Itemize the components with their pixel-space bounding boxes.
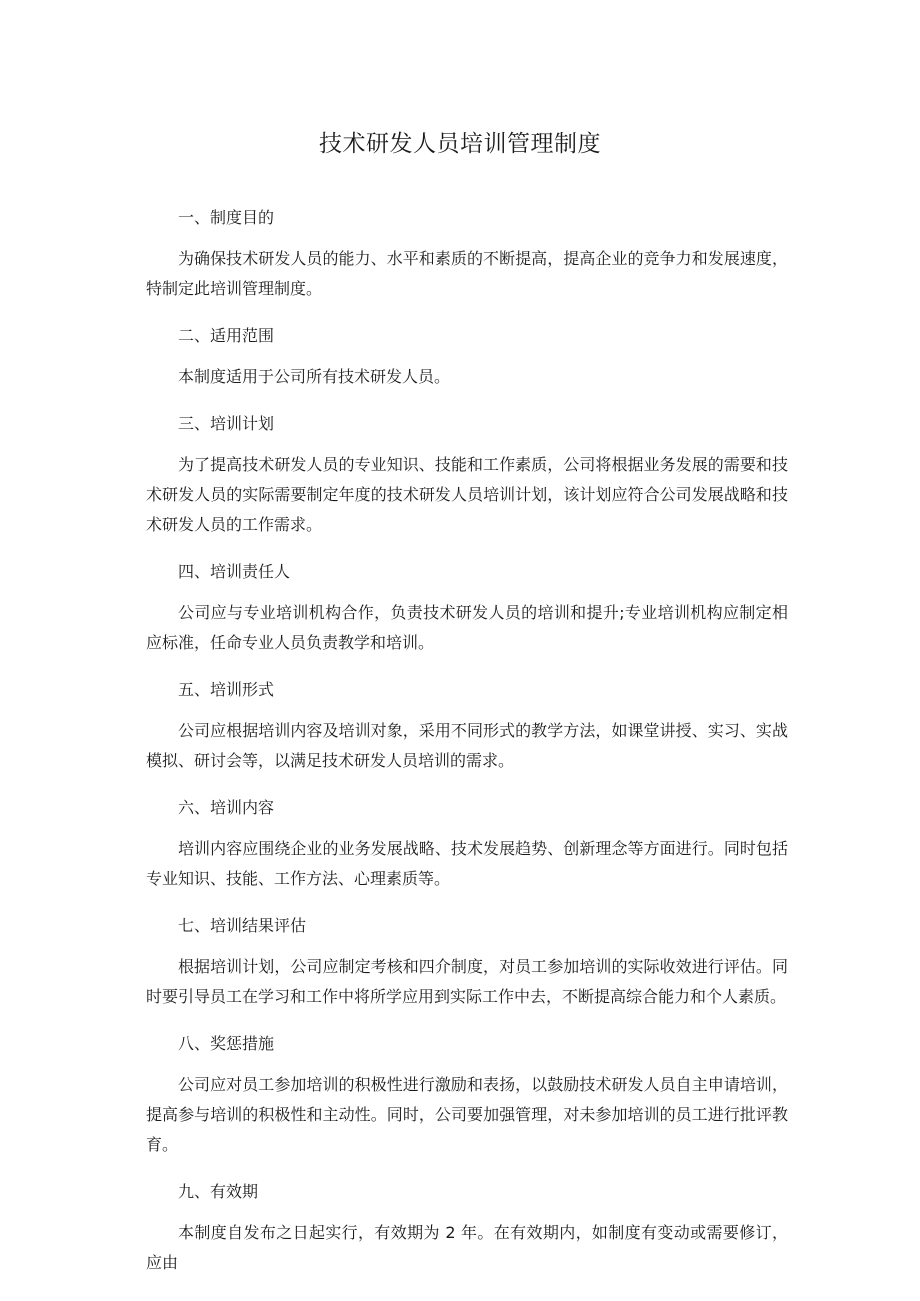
section-heading: 二、适用范围 (178, 326, 275, 345)
document-body (146, 206, 788, 1278)
section-rewards-penalties (146, 1032, 788, 1160)
section-training-content (146, 796, 788, 894)
section-purpose (146, 206, 788, 304)
section-training-plan (146, 412, 788, 540)
section-paragraph: 公司应对员工参加培训的积极性进行激励和表扬，以鼓励技术研发人员自主申请培训，提高参与培训的积极性和主动性。同时，公司要加强管理，对未参加培训的员工进行批评教育。 (146, 1075, 788, 1154)
section-responsible-party (146, 560, 788, 658)
section-heading: 四、培训责任人 (178, 562, 291, 581)
section-heading: 五、培训形式 (178, 680, 275, 699)
section-scope (146, 324, 788, 392)
section-paragraph: 根据培训计划，公司应制定考核和四介制度，对员工参加培训的实际收效进行评估。同时要引导员工在学习和工作中将所学应用到实际工作中去，不断提高综合能力和个人素质。 (146, 957, 788, 1006)
section-training-format (146, 678, 788, 776)
section-paragraph: 培训内容应围绕企业的业务发展战略、技术发展趋势、创新理念等方面进行。同时包括专业知识、技能、工作方法、心理素质等。 (146, 839, 788, 888)
section-heading: 一、制度目的 (178, 208, 275, 227)
section-heading: 七、培训结果评估 (178, 916, 307, 935)
section-heading: 六、培训内容 (178, 798, 275, 817)
section-result-evaluation (146, 914, 788, 1012)
section-heading: 三、培训计划 (178, 414, 275, 433)
section-paragraph: 为确保技术研发人员的能力、水平和素质的不断提高，提高企业的竞争力和发展速度，特制定此培训管理制度。 (146, 249, 788, 298)
section-paragraph: 公司应根据培训内容及培训对象，采用不同形式的教学方法，如课堂讲授、实习、实战模拟、研讨会等，以满足技术研发人员培训的需求。 (146, 721, 788, 770)
section-validity-period (146, 1180, 788, 1278)
section-heading: 九、有效期 (178, 1182, 259, 1201)
section-paragraph: 为了提高技术研发人员的专业知识、技能和工作素质，公司将根据业务发展的需要和技术研发人员的实际需要制定年度的技术研发人员培训计划，该计划应符合公司发展战略和技术研发人员的工作需求。 (146, 455, 788, 534)
document-title: 技术研发人员培训管理制度 (319, 131, 601, 157)
section-paragraph: 本制度自发布之日起实行，有效期为 2 年。在有效期内，如制度有变动或需要修订，应由 (146, 1223, 788, 1272)
section-heading: 八、奖惩措施 (178, 1034, 275, 1053)
section-paragraph: 公司应与专业培训机构合作，负责技术研发人员的培训和提升;专业培训机构应制定相应标准，任命专业人员负责教学和培训。 (146, 603, 788, 652)
section-paragraph: 本制度适用于公司所有技术研发人员。 (178, 367, 451, 386)
